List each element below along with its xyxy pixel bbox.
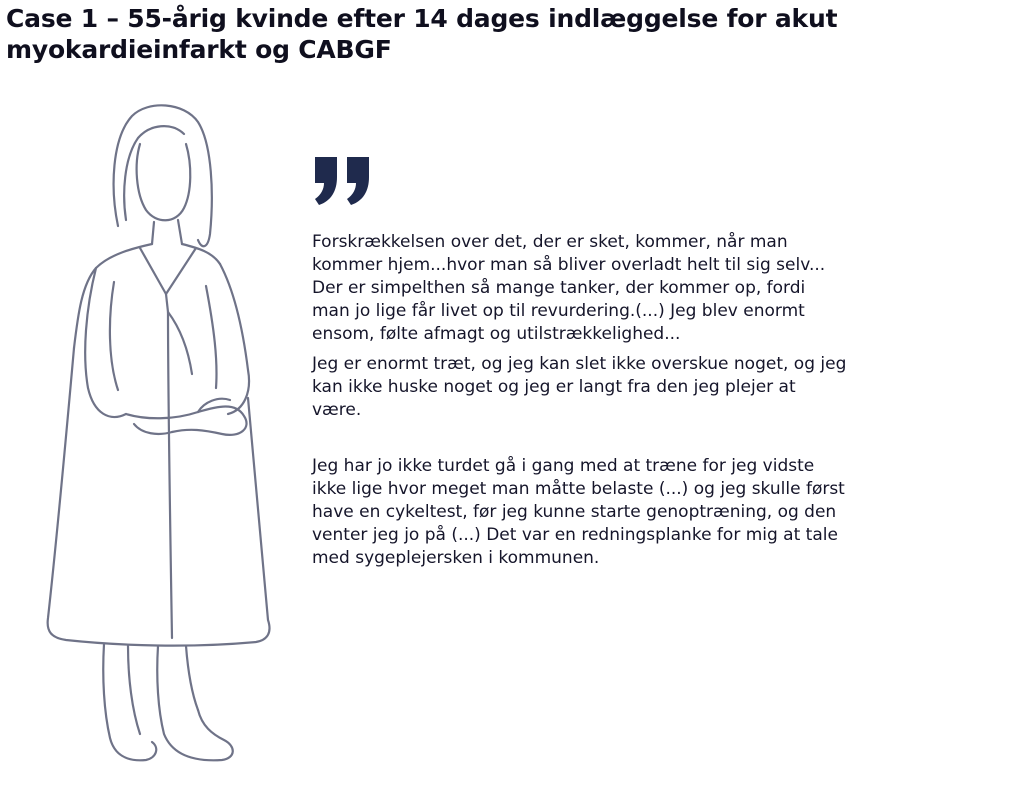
- quote-line: med sygeplejersken i kommunen.: [312, 548, 600, 568]
- page-title-line-2: myokardieinfarkt og CABGF: [6, 35, 392, 64]
- quote-paragraph-3: [312, 455, 1012, 570]
- page-title: [6, 3, 1006, 65]
- quote-line: venter jeg jo på (...) Det var en redningsplanke for mig at tale: [312, 525, 838, 545]
- quotation-mark-icon: [311, 155, 375, 207]
- quote-line: Jeg er enormt træt, og jeg kan slet ikke overskue noget, og jeg: [312, 354, 847, 374]
- quote-line: ikke lige hvor meget man måtte belaste (...) og jeg skulle først: [312, 479, 845, 499]
- quote-line: være.: [312, 400, 362, 420]
- quote-paragraph-2: [312, 353, 1012, 422]
- quote-text: [312, 231, 1012, 570]
- quote-line: ensom, følte afmagt og utilstrækkelighed...: [312, 324, 681, 344]
- quote-line: kan ikke huske noget og jeg er langt fra den jeg plejer at: [312, 377, 796, 397]
- quote-line: kommer hjem...hvor man så bliver overladt helt til sig selv...: [312, 255, 826, 275]
- quote-line: Forskrækkelsen over det, der er sket, kommer, når man: [312, 232, 788, 252]
- woman-line-drawing-icon: [22, 98, 272, 778]
- quote-line: Der er simpelthen så mange tanker, der kommer op, fordi: [312, 278, 806, 298]
- page-title-line-1: Case 1 – 55-årig kvinde efter 14 dages indlæggelse for akut: [6, 4, 838, 33]
- quote-line: man jo lige får livet op til revurdering.(...) Jeg blev enormt: [312, 301, 805, 321]
- quote-line: Jeg har jo ikke turdet gå i gang med at træne for jeg vidste: [312, 456, 815, 476]
- quote-line: have en cykeltest, før jeg kunne starte genoptræning, og den: [312, 502, 837, 522]
- quote-paragraph-1: [312, 231, 1012, 346]
